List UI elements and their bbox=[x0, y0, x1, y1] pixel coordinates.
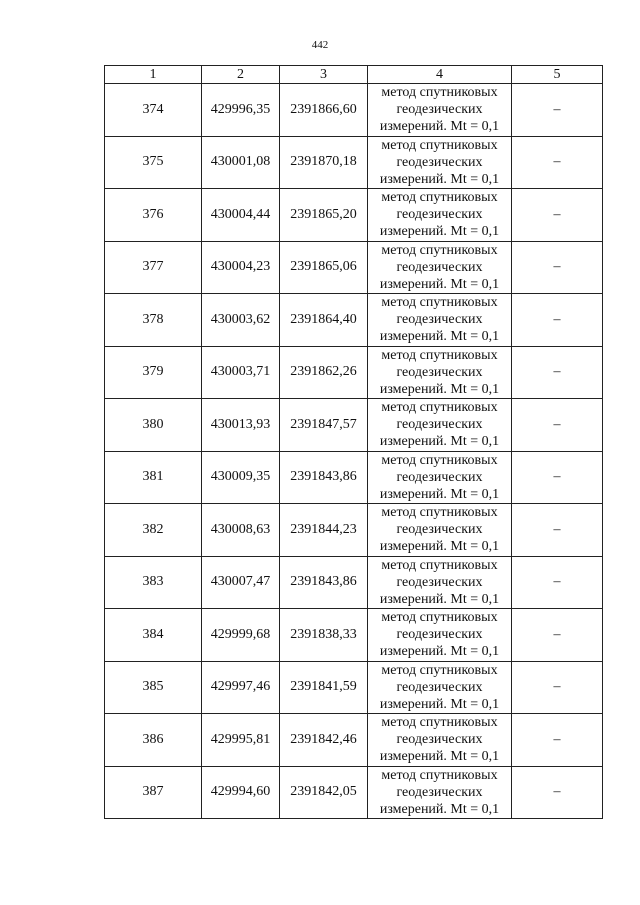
x-coordinate-cell: 429994,60 bbox=[202, 766, 280, 819]
method-cell bbox=[368, 661, 512, 714]
table-body bbox=[105, 84, 603, 819]
x-coordinate-cell: 430008,63 bbox=[202, 504, 280, 557]
x-coordinate-cell: 430009,35 bbox=[202, 451, 280, 504]
table-row bbox=[105, 399, 603, 452]
table-header-row bbox=[105, 66, 603, 84]
x-coordinate-cell: 430003,62 bbox=[202, 294, 280, 347]
method-line: измерений. Mt = 0,1 bbox=[379, 696, 500, 712]
table-row bbox=[105, 136, 603, 189]
method-line: измерений. Mt = 0,1 bbox=[379, 119, 500, 135]
y-coordinate-cell: 2391838,33 bbox=[280, 609, 368, 662]
method-line: измерений. Mt = 0,1 bbox=[379, 171, 500, 187]
column-header-3: 3 bbox=[280, 66, 368, 84]
y-coordinate-cell: 2391843,86 bbox=[280, 556, 368, 609]
method-line: метод спутниковых bbox=[381, 767, 498, 783]
table-row bbox=[105, 294, 603, 347]
page-number: 442 bbox=[311, 39, 329, 51]
table-row bbox=[105, 609, 603, 662]
x-coordinate-cell: 429997,46 bbox=[202, 661, 280, 714]
method-line: измерений. Mt = 0,1 bbox=[379, 224, 500, 240]
method-line: геодезических bbox=[396, 364, 483, 380]
note-cell: – bbox=[512, 241, 603, 294]
point-number-cell: 381 bbox=[105, 451, 202, 504]
table-row bbox=[105, 661, 603, 714]
note-cell: – bbox=[512, 399, 603, 452]
table-row bbox=[105, 84, 603, 137]
y-coordinate-cell: 2391842,46 bbox=[280, 714, 368, 767]
point-number-cell: 374 bbox=[105, 84, 202, 137]
method-line: метод спутниковых bbox=[381, 452, 498, 468]
note-cell: – bbox=[512, 556, 603, 609]
method-cell bbox=[368, 504, 512, 557]
note-cell: – bbox=[512, 451, 603, 504]
method-cell bbox=[368, 84, 512, 137]
x-coordinate-cell: 429995,81 bbox=[202, 714, 280, 767]
column-header-1: 1 bbox=[105, 66, 202, 84]
note-cell: – bbox=[512, 766, 603, 819]
method-line: геодезических bbox=[396, 574, 483, 590]
x-coordinate-cell: 430004,23 bbox=[202, 241, 280, 294]
method-cell bbox=[368, 136, 512, 189]
x-coordinate-cell: 429999,68 bbox=[202, 609, 280, 662]
point-number-cell: 387 bbox=[105, 766, 202, 819]
y-coordinate-cell: 2391864,40 bbox=[280, 294, 368, 347]
y-coordinate-cell: 2391842,05 bbox=[280, 766, 368, 819]
method-line: геодезических bbox=[396, 259, 483, 275]
method-cell bbox=[368, 399, 512, 452]
method-line: геодезических bbox=[396, 784, 483, 800]
y-coordinate-cell: 2391865,20 bbox=[280, 189, 368, 242]
y-coordinate-cell: 2391843,86 bbox=[280, 451, 368, 504]
method-line: измерений. Mt = 0,1 bbox=[379, 381, 500, 397]
column-header-5: 5 bbox=[512, 66, 603, 84]
method-line: геодезических bbox=[396, 207, 483, 223]
column-header-4: 4 bbox=[368, 66, 512, 84]
method-line: метод спутниковых bbox=[381, 715, 498, 731]
method-line: геодезических bbox=[396, 417, 483, 433]
point-number-cell: 377 bbox=[105, 241, 202, 294]
note-cell: – bbox=[512, 346, 603, 399]
table-row bbox=[105, 451, 603, 504]
point-number-cell: 379 bbox=[105, 346, 202, 399]
y-coordinate-cell: 2391841,59 bbox=[280, 661, 368, 714]
method-line: метод спутниковых bbox=[381, 190, 498, 206]
method-line: метод спутниковых bbox=[381, 85, 498, 101]
column-header-2: 2 bbox=[202, 66, 280, 84]
method-line: метод спутниковых bbox=[381, 347, 498, 363]
method-line: метод спутниковых bbox=[381, 400, 498, 416]
table-row bbox=[105, 556, 603, 609]
y-coordinate-cell: 2391862,26 bbox=[280, 346, 368, 399]
method-line: измерений. Mt = 0,1 bbox=[379, 749, 500, 765]
method-line: геодезических bbox=[396, 469, 483, 485]
note-cell: – bbox=[512, 504, 603, 557]
y-coordinate-cell: 2391865,06 bbox=[280, 241, 368, 294]
method-line: геодезических bbox=[396, 102, 483, 118]
y-coordinate-cell: 2391847,57 bbox=[280, 399, 368, 452]
x-coordinate-cell: 430001,08 bbox=[202, 136, 280, 189]
method-line: метод спутниковых bbox=[381, 505, 498, 521]
method-line: метод спутниковых bbox=[381, 242, 498, 258]
method-cell bbox=[368, 609, 512, 662]
note-cell: – bbox=[512, 609, 603, 662]
x-coordinate-cell: 430013,93 bbox=[202, 399, 280, 452]
method-line: метод спутниковых bbox=[381, 662, 498, 678]
note-cell: – bbox=[512, 136, 603, 189]
note-cell: – bbox=[512, 714, 603, 767]
x-coordinate-cell: 430003,71 bbox=[202, 346, 280, 399]
method-line: геодезических bbox=[396, 154, 483, 170]
point-number-cell: 383 bbox=[105, 556, 202, 609]
point-number-cell: 385 bbox=[105, 661, 202, 714]
y-coordinate-cell: 2391870,18 bbox=[280, 136, 368, 189]
method-cell bbox=[368, 241, 512, 294]
method-line: измерений. Mt = 0,1 bbox=[379, 539, 500, 555]
table-row bbox=[105, 241, 603, 294]
table-row bbox=[105, 766, 603, 819]
note-cell: – bbox=[512, 294, 603, 347]
method-line: измерений. Mt = 0,1 bbox=[379, 434, 500, 450]
y-coordinate-cell: 2391844,23 bbox=[280, 504, 368, 557]
method-line: измерений. Mt = 0,1 bbox=[379, 329, 500, 345]
x-coordinate-cell: 429996,35 bbox=[202, 84, 280, 137]
method-line: измерений. Mt = 0,1 bbox=[379, 644, 500, 660]
note-cell: – bbox=[512, 84, 603, 137]
method-line: геодезических bbox=[396, 312, 483, 328]
y-coordinate-cell: 2391866,60 bbox=[280, 84, 368, 137]
method-line: измерений. Mt = 0,1 bbox=[379, 276, 500, 292]
method-line: геодезических bbox=[396, 522, 483, 538]
method-line: метод спутниковых bbox=[381, 610, 498, 626]
point-number-cell: 384 bbox=[105, 609, 202, 662]
method-line: метод спутниковых bbox=[381, 557, 498, 573]
point-number-cell: 378 bbox=[105, 294, 202, 347]
point-number-cell: 386 bbox=[105, 714, 202, 767]
method-line: измерений. Mt = 0,1 bbox=[379, 486, 500, 502]
method-line: геодезических bbox=[396, 679, 483, 695]
method-line: геодезических bbox=[396, 627, 483, 643]
point-number-cell: 380 bbox=[105, 399, 202, 452]
method-cell bbox=[368, 451, 512, 504]
method-cell bbox=[368, 714, 512, 767]
x-coordinate-cell: 430004,44 bbox=[202, 189, 280, 242]
method-line: измерений. Mt = 0,1 bbox=[379, 591, 500, 607]
method-cell bbox=[368, 556, 512, 609]
method-cell bbox=[368, 189, 512, 242]
x-coordinate-cell: 430007,47 bbox=[202, 556, 280, 609]
method-line: геодезических bbox=[396, 732, 483, 748]
note-cell: – bbox=[512, 661, 603, 714]
method-cell bbox=[368, 346, 512, 399]
table-row bbox=[105, 714, 603, 767]
coordinates-table bbox=[104, 65, 603, 819]
method-line: измерений. Mt = 0,1 bbox=[379, 801, 500, 817]
table-row bbox=[105, 346, 603, 399]
note-cell: – bbox=[512, 189, 603, 242]
method-line: метод спутниковых bbox=[381, 295, 498, 311]
point-number-cell: 375 bbox=[105, 136, 202, 189]
method-line: метод спутниковых bbox=[381, 137, 498, 153]
point-number-cell: 376 bbox=[105, 189, 202, 242]
table-row bbox=[105, 504, 603, 557]
point-number-cell: 382 bbox=[105, 504, 202, 557]
method-cell bbox=[368, 294, 512, 347]
method-cell bbox=[368, 766, 512, 819]
table-row bbox=[105, 189, 603, 242]
